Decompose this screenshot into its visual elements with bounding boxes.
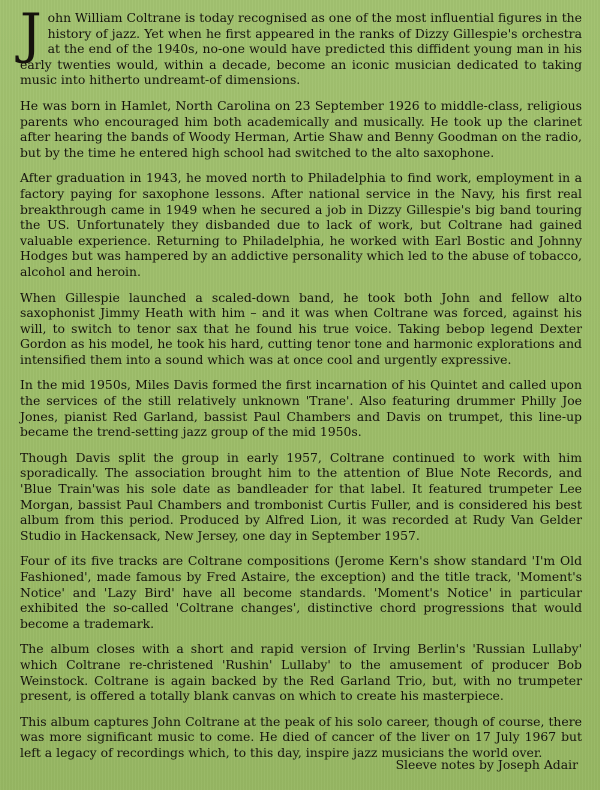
paragraph-early-life: He was born in Hamlet, North Carolina on 23 September 1926 to middle-class, religious parents who encouraged him both academically and musically. He took up the clarinet after hearing the bands of Woody Herman, Artie Shaw and Benny Goodman on the radio, but by the time he entered high school had switched to the alto saxophone. [20, 97, 582, 160]
paragraph-russian-lullaby: The album closes with a short and rapid version of Irving Berlin's 'Russian Lullaby' which Coltrane re-christened 'Rushin' Lullaby' to the amusement of producer Bob Weinstock. Coltrane is again backed by the Red Garland Trio, but, with no trumpeter present, is offered a totally blank canvas on which to create his masterpiece. [20, 641, 582, 704]
paragraph-intro [20, 2, 582, 88]
paragraph-compositions: Four of its five tracks are Coltrane compositions (Jerome Kern's show standard 'I'm Old Fashioned', made famous by Fred Astaire, the exception) and the title track, 'Moment's Notice' and 'Lazy Bird' have all become standards. 'Moment's Notice' in particular exhibited the so-called 'Coltrane changes', distinctive chord progressions that would become a trademark. [20, 553, 582, 631]
paragraph-miles-davis: In the mid 1950s, Miles Davis formed the first incarnation of his Quintet and called upon the services of the still relatively unknown 'Trane'. Also featuring drummer Philly Joe Jones, pianist Red Garland, bassist Paul Chambers and Davis on trumpet, this line-up became the trend-setting jazz group of the mid 1950s. [20, 377, 582, 440]
drop-cap: J [20, 2, 42, 65]
paragraph-tenor-sax: When Gillespie launched a scaled-down band, he took both John and fellow alto saxophonist Jimmy Heath with him – and it was when Coltrane was forced, against his will, to switch to tenor sax that he found his true voice. Taking bebop legend Dexter Gordon as his model, he took his hard, cutting tenor tone and harmonic explorations and intensified them into a sound which was at once cool and urgently expressive. [20, 289, 582, 367]
paragraph-blue-train: Though Davis split the group in early 1957, Coltrane continued to work with him sporadically. The association brought him to the attention of Blue Note Records, and 'Blue Train'was his sole date as bandleader for that label. It featured trumpeter Lee Morgan, bassist Paul Chambers and trombonist Curtis Fuller, and is considered his best album from this period. Produced by Alfred Lion, it was recorded at Rudy Van Gelder Studio in Hackensack, New Jersey, one day in September 1957. [20, 449, 582, 543]
paragraph-philadelphia: After graduation in 1943, he moved north to Philadelphia to find work, employment in a factory paying for saxophone lessons. After national service in the Navy, his first real breakthrough came in 1949 when he secured a job in Dizzy Gillespie's big band touring the US. Unfortunately they disbanded due to lack of work, but Coltrane had gained valuable experience. Returning to Philadelphia, he worked with Earl Bostic and Johnny Hodges but was hampered by an addictive personality which led to the abuse of tobacco, alcohol and heroin. [20, 170, 582, 279]
paragraph-intro-text: ohn William Coltrane is today recognised as one of the most influential figures in the history of jazz. Yet when he first appeared in the ranks of Dizzy Gillespie's orchestra at the end of the 1940s, no-one would have predicted this diffident young man in his early twenties would, within a decade, become an iconic musician dedicated to taking music into hitherto undreamt-of dimensions. [20, 10, 582, 88]
paragraph-legacy: This album captures John Coltrane at the peak of his solo career, though of course, there was more significant music to come. He died of cancer of the liver on 17 July 1967 but left a legacy of recordings which, to this day, inspire jazz musicians the world over. [20, 713, 582, 760]
credit-line: Sleeve notes by Joseph Adair [395, 757, 578, 772]
